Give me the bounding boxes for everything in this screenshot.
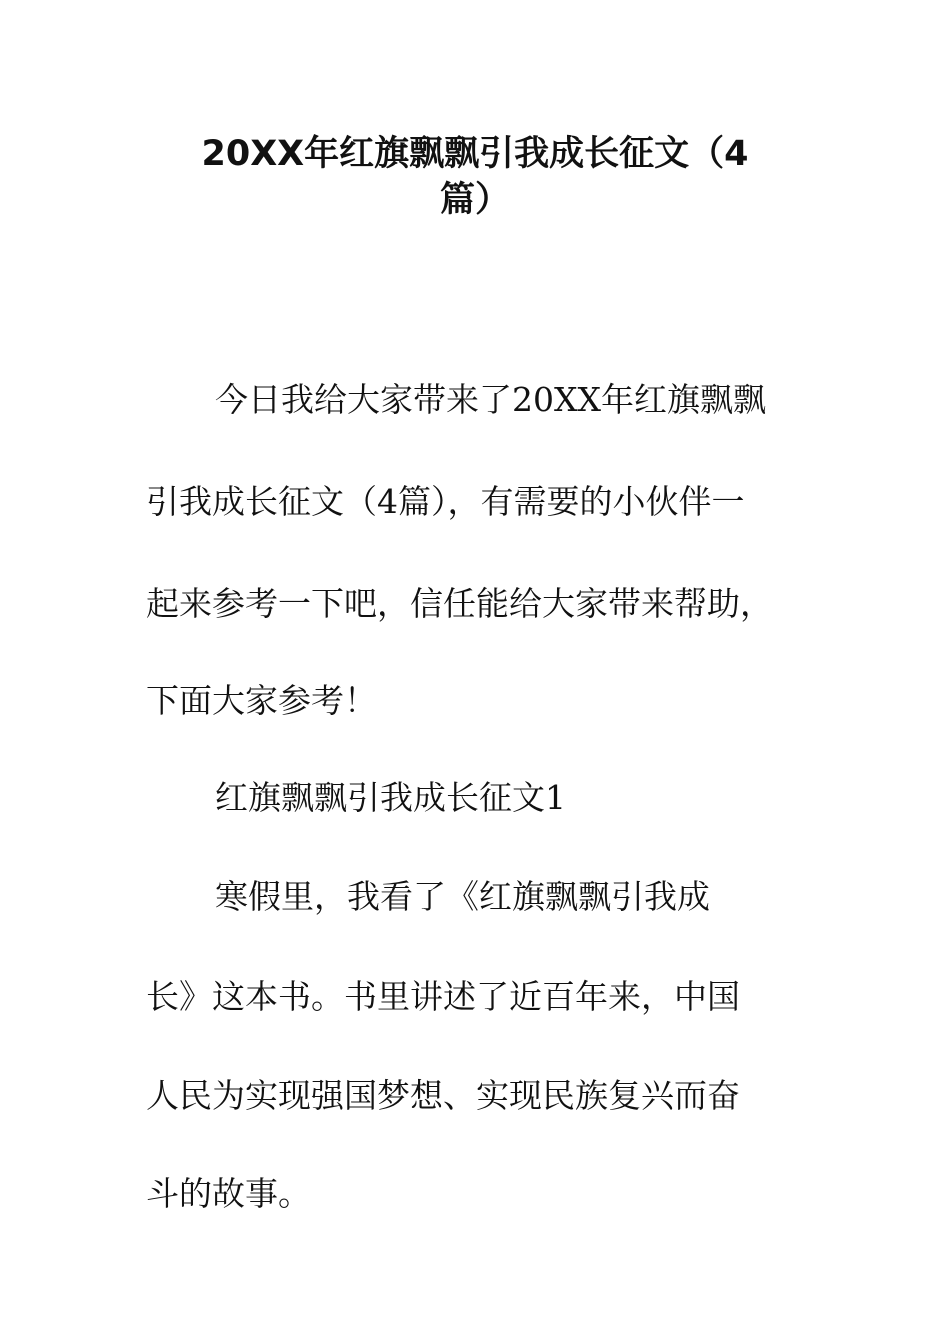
intro-line-4: 下面大家参考！ [146, 681, 377, 720]
body-line-1: 寒假里，我看了《红旗飘飘引我成 [215, 877, 710, 916]
intro-line-3: 起来参考一下吧，信任能给大家带来帮助， [146, 584, 773, 623]
section-heading: 红旗飘飘引我成长征文1 [215, 778, 566, 817]
body-line-3: 人民为实现强国梦想、实现民族复兴而奋 [146, 1076, 740, 1115]
document-title-line-2: 篇） [439, 180, 510, 220]
intro-line-1: 今日我给大家带来了20XX年红旗飘飘 [215, 380, 766, 419]
body-line-2: 长》这本书。书里讲述了近百年来，中国 [146, 977, 740, 1016]
body-line-4: 斗的故事。 [146, 1174, 311, 1213]
intro-line-2: 引我成长征文（4篇），有需要的小伙伴一 [146, 482, 745, 521]
document-title-line-1: 20XX年红旗飘飘引我成长征文（4 [201, 134, 749, 174]
